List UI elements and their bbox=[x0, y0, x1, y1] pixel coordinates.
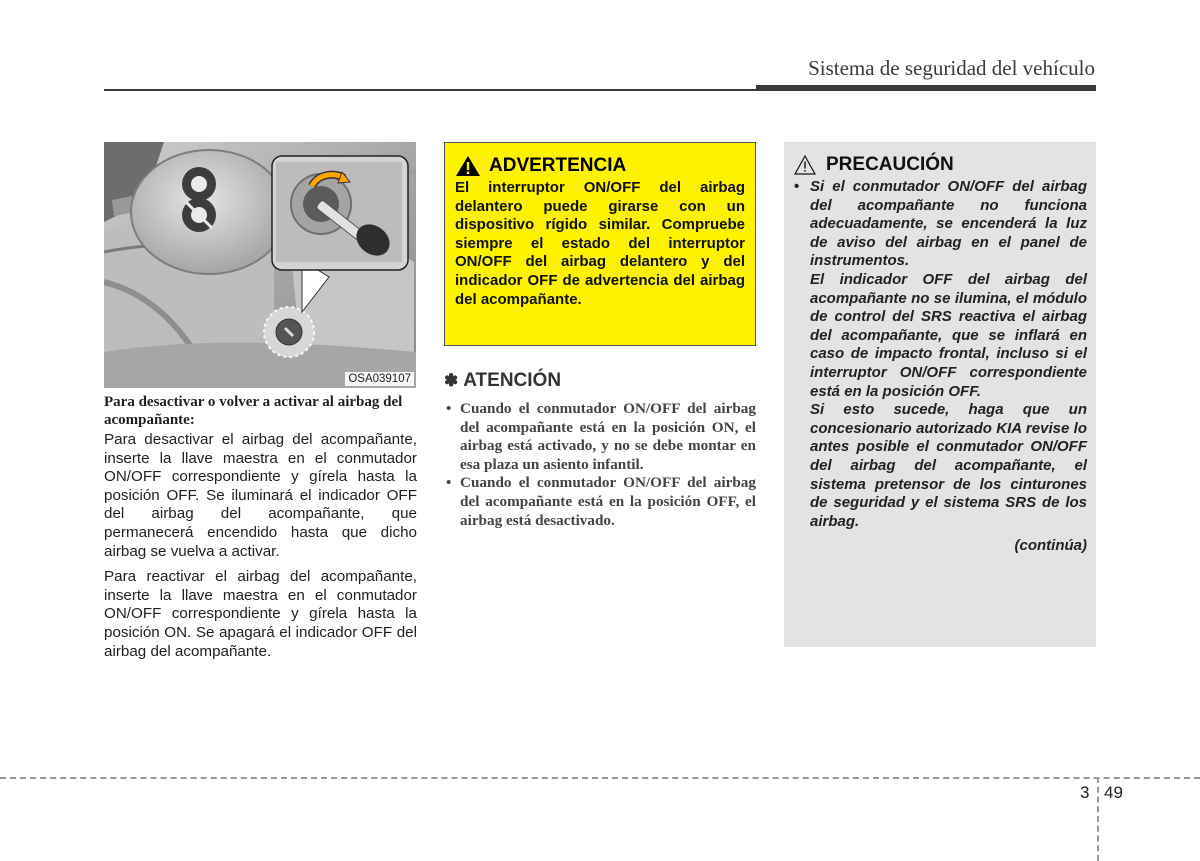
list-item: • Cuando el conmutador ON/OFF del airbag del acompañante está en la posición OFF, el airbag está desactivado. bbox=[444, 474, 756, 530]
caution-title: PRECAUCIÓN bbox=[826, 154, 954, 175]
header-rule-bar bbox=[756, 85, 1096, 91]
page-number: 49 bbox=[1104, 783, 1123, 802]
figure-code: OSA039107 bbox=[345, 372, 414, 386]
reactivate-paragraph: Para reactivar el airbag del acompañante, inserte la llave maestra en el conmutador ON/OFF correspondiente y gírela hasta la posición ON. Se apagará el indicador OFF del airbag del acompañante. bbox=[104, 568, 417, 660]
caution-paragraph bbox=[794, 271, 1087, 401]
warning-box bbox=[444, 142, 756, 346]
caution-text bbox=[794, 178, 1087, 556]
caution-paragraph-text: El indicador OFF del airbag del acompañante no se ilumina, el módulo de control del SRS reactiva el airbag del acompañante, que se inflará en caso de impacto frontal, incluso si el interruptor ON/OFF correspondiente está en la posición OFF. bbox=[810, 270, 1087, 400]
caution-paragraph bbox=[794, 178, 1087, 271]
continued-note: (continúa) bbox=[1014, 537, 1087, 555]
caution-box bbox=[784, 142, 1096, 647]
instructions-column bbox=[104, 393, 417, 661]
footer-divider bbox=[0, 777, 1200, 779]
section-number: 3 bbox=[1080, 783, 1090, 802]
attention-heading bbox=[444, 370, 756, 392]
warning-triangle-icon bbox=[455, 155, 481, 177]
instructions-caption: Para desactivar o volver a activar al airbag del acompañante: bbox=[104, 394, 403, 428]
attention-section bbox=[444, 370, 756, 530]
asterisk-icon: ✽ bbox=[444, 371, 459, 390]
caution-paragraph-text: Si el conmutador ON/OFF del airbag del acompañante no funciona adecuadamente, se encenderá la luz de aviso del airbag en el panel de instrumentos. bbox=[810, 178, 1087, 270]
attention-list bbox=[444, 400, 756, 530]
deactivate-paragraph: Para desactivar el airbag del acompañante, inserte la llave maestra en el conmutador ON/OFF correspondiente y gírela hasta la posición OFF. Se iluminará el indicador OFF del airbag del acompañante, que permanecerá encendido hasta que dicho airbag se vuelva a activar. bbox=[104, 431, 417, 560]
warning-heading bbox=[455, 155, 745, 177]
airbag-switch-illustration bbox=[104, 142, 416, 388]
dashboard-drawing bbox=[104, 142, 416, 388]
warning-text: El interruptor ON/OFF del airbag delantero puede girarse con un dispositivo rígido similar. Compruebe siempre el estado del interruptor ON/OFF del airbag delantero y del indicador OFF de advertencia del airbag del acompañante. bbox=[455, 179, 745, 308]
list-item: • Cuando el conmutador ON/OFF del airbag del acompañante está en la posición ON, el airbag está activado, y no se debe montar en esa plaza un asiento infantil. bbox=[444, 400, 756, 474]
caution-paragraph bbox=[794, 401, 1087, 531]
section-title: Sistema de seguridad del vehículo bbox=[808, 56, 1095, 80]
bullet-icon: • bbox=[794, 178, 800, 195]
caution-heading bbox=[794, 154, 1087, 176]
header-rule bbox=[104, 89, 756, 91]
warning-title: ADVERTENCIA bbox=[489, 155, 627, 176]
footer-vertical-divider bbox=[1097, 777, 1099, 861]
caution-paragraph-text: Si esto sucede, haga que un concesionario autorizado KIA revise lo antes posible el conmutador ON/OFF del airbag del acompañante, el sistema pretensor de los cinturones de seguridad y el sistema SRS de los airbag. bbox=[810, 401, 1087, 530]
attention-title: ATENCIÓN bbox=[463, 370, 562, 391]
caution-triangle-icon bbox=[794, 155, 816, 175]
